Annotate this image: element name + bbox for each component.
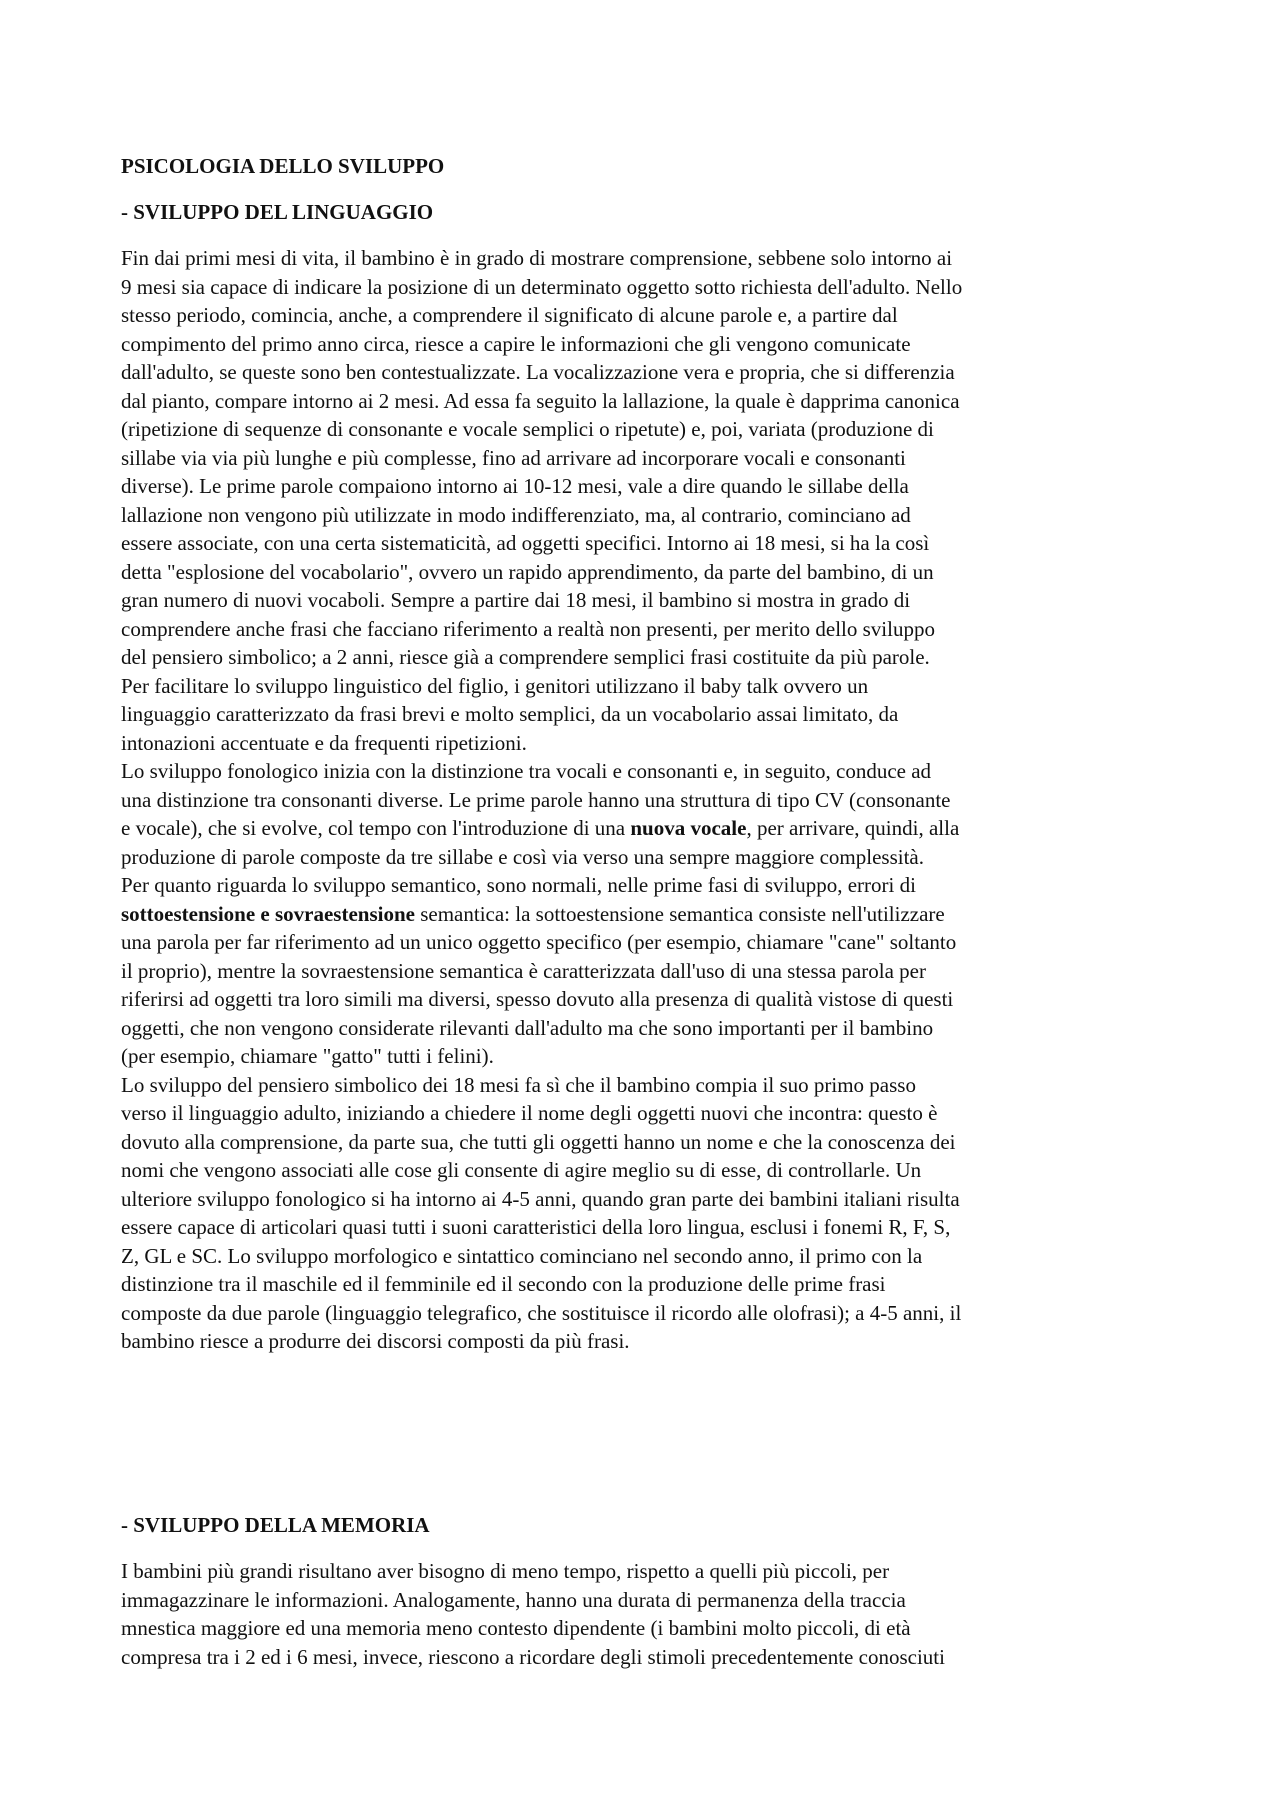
text-line [121, 444, 1166, 473]
text-line [121, 900, 1166, 929]
text-line [121, 1614, 1166, 1643]
text-line [121, 387, 1166, 416]
text-run: stesso periodo, comincia, anche, a comprendere il significato di alcune parole e, a partire dal [121, 303, 898, 327]
text-run: Fin dai primi mesi di vita, il bambino è in grado di mostrare comprensione, sebbene solo intorno ai [121, 246, 953, 270]
text-run: dal pianto, compare intorno ai 2 mesi. Ad essa fa seguito la lallazione, la quale è dapprima canonica [121, 388, 960, 413]
text-run: I bambini più grandi risultano aver bisogno di meno tempo, rispetto a quelli più piccoli, per [121, 1559, 890, 1583]
text-line [121, 928, 1166, 957]
text-run: dovuto alla comprensione, da parte sua, che tutti gli oggetti hanno un nome e che la conoscenza dei [121, 1129, 956, 1154]
text-line [121, 757, 1166, 786]
text-line [121, 1242, 1166, 1271]
section-body-linguaggio [121, 244, 1166, 1356]
text-run: mnestica maggiore ed una memoria meno contesto dipendente (i bambini molto piccoli, di età [121, 1616, 911, 1640]
text-line [121, 1643, 1166, 1672]
text-line [121, 1156, 1166, 1185]
text-run: ulteriore sviluppo fonologico si ha intorno ai 4-5 anni, quando gran parte dei bambini italiani risulta [121, 1186, 960, 1211]
text-run: Per quanto riguarda lo sviluppo semantico, sono normali, nelle prime fasi di sviluppo, errori di [121, 873, 916, 897]
text-run: composte da due parole (linguaggio telegrafico, che sostituisce il ricordo alle olofrasi); a 4-5 anni, il [121, 1300, 962, 1325]
text-line [121, 358, 1166, 387]
text-line [121, 985, 1166, 1014]
text-run: linguaggio caratterizzato da frasi brevi e molto semplici, da un vocabolario assai limitato, da [121, 702, 899, 726]
text-run: e vocale), che si evolve, col tempo con l'introduzione di una [121, 816, 631, 840]
text-run: oggetti, che non vengono considerate rilevanti dall'adulto ma che sono importanti per il bambino [121, 1015, 934, 1040]
text-run: Lo sviluppo fonologico inizia con la distinzione tra vocali e consonanti e, in seguito, conduce ad [121, 759, 932, 783]
text-run: (ripetizione di sequenze di consonante e vocale semplici o ripetute) e, poi, variata (produzione di [121, 417, 934, 441]
document-title: PSICOLOGIA DELLO SVILUPPO [121, 154, 445, 178]
text-line [121, 1586, 1166, 1615]
text-run: diverse). Le prime parole compaiono intorno ai 10-12 mesi, vale a dire quando le sillabe della [121, 474, 909, 498]
section-heading-linguaggio: - SVILUPPO DEL LINGUAGGIO [121, 200, 434, 224]
text-line [121, 501, 1166, 530]
text-run: lallazione non vengono più utilizzate in modo indifferenziato, ma, al contrario, cominciano ad [121, 502, 911, 527]
text-run: essere associate, con una certa sistematicità, ad oggetti specifici. Intorno ai 18 mesi, si ha la così [121, 531, 930, 555]
text-line [121, 1270, 1166, 1299]
text-run: immagazzinare le informazioni. Analogamente, hanno una durata di permanenza della traccia [121, 1587, 906, 1612]
text-run: bambino riesce a produrre dei discorsi composti da più frasi. [121, 1329, 630, 1353]
text-line [121, 529, 1166, 558]
bold-term: nuova vocale [630, 816, 747, 840]
section-body-memoria [121, 1557, 1166, 1671]
text-line [121, 472, 1166, 501]
text-line [121, 301, 1166, 330]
text-line [121, 871, 1166, 900]
text-line [121, 615, 1166, 644]
text-run: Z, GL e SC. Lo sviluppo morfologico e sintattico cominciano nel secondo anno, il primo con la [121, 1243, 923, 1268]
text-line [121, 843, 1166, 872]
text-line [121, 672, 1166, 701]
text-line [121, 957, 1166, 986]
text-run: gran numero di nuovi vocaboli. Sempre a partire dai 18 mesi, il bambino si mostra in grado di [121, 588, 911, 612]
text-run: detta "esplosione del vocabolario", ovvero un rapido apprendimento, da parte del bambino, di un [121, 559, 934, 584]
text-run: Lo sviluppo del pensiero simbolico dei 18 mesi fa sì che il bambino compia il suo primo passo [121, 1072, 916, 1097]
text-line [121, 1299, 1166, 1328]
text-run: essere capace di articolari quasi tutti i suoni caratteristici della loro lingua, esclusi i fonemi R, F, S, [121, 1215, 951, 1239]
text-run: del pensiero simbolico; a 2 anni, riesce già a comprendere semplici frasi costituite da più parole. [121, 645, 930, 669]
text-run: produzione di parole composte da tre sillabe e così via verso una sempre maggiore complessità. [121, 844, 924, 869]
text-run: , per arrivare, quindi, alla [746, 816, 960, 840]
text-run: una parola per far riferimento ad un unico oggetto specifico (per esempio, chiamare "cane" soltanto [121, 930, 957, 954]
text-run: il proprio), mentre la sovraestensione semantica è caratterizzata dall'uso di una stessa parola per [121, 958, 926, 983]
section-heading-memoria: - SVILUPPO DELLA MEMORIA [121, 1513, 430, 1537]
text-line [121, 729, 1166, 758]
text-line [121, 1071, 1166, 1100]
text-line [121, 415, 1166, 444]
text-run: sillabe via via più lunghe e più complesse, fino ad arrivare ad incorporare vocali e consonanti [121, 445, 906, 470]
bold-term: sottoestensione e sovraestensione [121, 901, 415, 926]
text-line [121, 814, 1166, 843]
text-run: una distinzione tra consonanti diverse. Le prime parole hanno una struttura di tipo CV (consonante [121, 787, 951, 812]
text-line [121, 700, 1166, 729]
text-run: comprendere anche frasi che facciano riferimento a realtà non presenti, per merito dello sviluppo [121, 616, 935, 641]
text-line [121, 558, 1166, 587]
text-line [121, 330, 1166, 359]
text-run: nomi che vengono associati alle cose gli consente di agire meglio su di esse, di controllarle. Un [121, 1158, 922, 1182]
text-run: (per esempio, chiamare "gatto" tutti i felini). [121, 1044, 494, 1068]
text-run: riferirsi ad oggetti tra loro simili ma diversi, spesso dovuto alla presenza di qualità vistose di questi [121, 987, 954, 1011]
text-run: semantica: la sottoestensione semantica consiste nell'utilizzare [414, 901, 945, 926]
text-line [121, 1213, 1166, 1242]
text-line [121, 1557, 1166, 1586]
text-run: 9 mesi sia capace di indicare la posizione di un determinato oggetto sotto richiesta dell'adulto. Nello [121, 274, 963, 299]
text-line [121, 643, 1166, 672]
text-run: compimento del primo anno circa, riesce a capire le informazioni che gli vengono comunicate [121, 331, 911, 356]
text-line [121, 1327, 1166, 1356]
text-line [121, 1014, 1166, 1043]
text-line [121, 1185, 1166, 1214]
text-run: distinzione tra il maschile ed il femminile ed il secondo con la produzione delle prime frasi [121, 1272, 886, 1296]
text-run: intonazioni accentuate e da frequenti ripetizioni. [121, 730, 527, 755]
text-line [121, 1042, 1166, 1071]
text-run: Per facilitare lo sviluppo linguistico del figlio, i genitori utilizzano il baby talk ovvero un [121, 673, 869, 698]
text-line [121, 1128, 1166, 1157]
text-line [121, 273, 1166, 302]
text-line [121, 786, 1166, 815]
text-run: verso il linguaggio adulto, iniziando a chiedere il nome degli oggetti nuovi che incontra: questo è [121, 1101, 938, 1125]
text-run: dall'adulto, se queste sono ben contestualizzate. La vocalizzazione vera e propria, che si differenzia [121, 360, 955, 384]
text-line [121, 1099, 1166, 1128]
text-line [121, 586, 1166, 615]
text-line [121, 244, 1166, 273]
text-run: compresa tra i 2 ed i 6 mesi, invece, riescono a ricordare degli stimoli precedentemente conosciuti [121, 1644, 945, 1669]
